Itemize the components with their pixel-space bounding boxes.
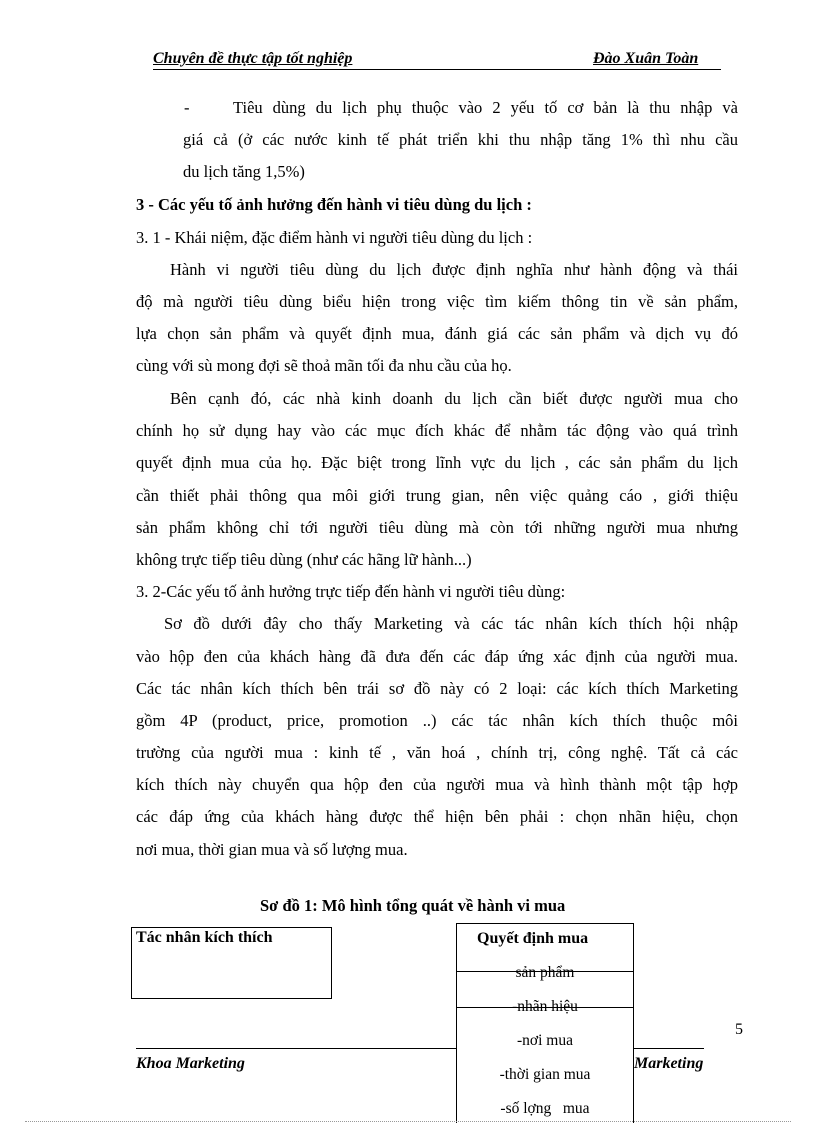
paragraph-3-line-8: nơi mua, thời gian mua và số lượng mua. <box>136 840 408 859</box>
section-heading-3: 3 - Các yếu tố ảnh hưởng đến hành vi tiêu dùng du lịch : <box>136 195 532 214</box>
decision-option: -số lợng mua <box>500 1100 590 1117</box>
paragraph-2-line-1: Bên cạnh đó, các nhà kinh doanh du lịch cần biết được người mua cho <box>170 389 738 408</box>
paragraph-3-line-6: kích thích này chuyển qua hộp đen của người mua và hình thành một tập hợp <box>136 775 738 794</box>
paragraph-2-line-5: sản phẩm không chỉ tới người tiêu dùng mà còn tới những người mua nhưng <box>136 518 738 537</box>
section-heading-3-2: 3. 2-Các yếu tố ảnh hưởng trực tiếp đến hành vi người tiêu dùng: <box>136 582 566 601</box>
paragraph-2-line-4: cần thiết phải thông qua môi giới trung gian, nên việc quảng cáo , giới thiệu <box>136 486 738 505</box>
bullet-dash: - <box>184 98 190 117</box>
bullet-line-2: giá cả (ở các nước kinh tế phát triển khi thu nhập tăng 1% thì nhu cầu <box>183 130 738 149</box>
decision-option: -nhãn hiệu <box>512 998 578 1015</box>
diagram-title: Sơ đồ 1: Mô hình tổng quát về hành vi mua <box>260 896 566 915</box>
page-number: 5 <box>735 1021 743 1038</box>
decision-box <box>456 923 634 1123</box>
header-left: Chuyên đề thực tập tốt nghiệp <box>153 50 353 67</box>
bullet-line-3: du lịch tăng 1,5%) <box>183 162 305 181</box>
paragraph-2-line-2: chính họ sử dụng hay vào các mục đích khác để nhằm tác động vào quá trình <box>136 421 738 440</box>
paragraph-2-line-6: không trực tiếp tiêu dùng (như các hãng lữ hành...) <box>136 550 472 569</box>
decision-option: -nơi mua <box>517 1032 573 1049</box>
header-rule <box>153 69 721 70</box>
paragraph-1-line-1: Hành vi người tiêu dùng du lịch được định nghĩa như hành động và thái <box>170 260 738 279</box>
paragraph-1-line-2: độ mà người tiêu dùng biểu hiện trong việc tìm kiếm thông tin về sản phẩm, <box>136 292 738 311</box>
paragraph-2-line-3: quyết định mua của họ. Đặc biệt trong lĩnh vực du lịch , các sản phẩm du lịch <box>136 453 738 472</box>
stimuli-label: Tác nhân kích thích <box>136 929 273 946</box>
section-heading-3-1: 3. 1 - Khái niệm, đặc điểm hành vi người tiêu dùng du lịch : <box>136 228 533 247</box>
paragraph-1-line-3: lựa chọn sản phẩm và quyết định mua, đánh giá các sản phẩm và dịch vụ đó <box>136 324 738 343</box>
decision-label: Quyết định mua <box>477 930 589 947</box>
paragraph-3-line-5: trường của người mua : kinh tế , văn hoá , chính trị, công nghệ. Tất cả các <box>136 743 738 762</box>
paragraph-3-line-7: các đáp ứng của khách hàng được thể hiện bên phải : chọn nhãn hiệu, chọn <box>136 807 738 826</box>
footer-rule-right <box>634 1048 704 1049</box>
footer-left: Khoa Marketing <box>136 1055 245 1072</box>
paragraph-3-line-2: vào hộp đen của khách hàng đã đưa đến các đáp ứng xác định của người mua. <box>136 647 738 666</box>
paragraph-3-line-3: Các tác nhân kích thích bên trái sơ đồ này có 2 loại: các kích thích Marketing <box>136 679 738 698</box>
bullet-line-1: Tiêu dùng du lịch phụ thuộc vào 2 yếu tố cơ bản là thu nhập và <box>233 98 738 117</box>
footer-rule-left <box>136 1048 456 1049</box>
decision-option: -thời gian mua <box>499 1066 591 1083</box>
paragraph-3-line-4: gồm 4P (product, price, promotion ..) các tác nhân kích thích thuộc môi <box>136 711 738 730</box>
paragraph-1-line-4: cùng với sù mong đợi sẽ thoả mãn tối đa nhu cầu của họ. <box>136 356 512 375</box>
decision-option: sản phẩm <box>515 964 575 981</box>
footer-right: Marketing <box>634 1055 704 1072</box>
header-right: Đào Xuân Toàn <box>593 50 699 67</box>
page-bottom-border <box>25 1121 791 1122</box>
paragraph-3-line-1: Sơ đồ dưới đây cho thấy Marketing và các tác nhân kích thích hội nhập <box>164 614 738 633</box>
